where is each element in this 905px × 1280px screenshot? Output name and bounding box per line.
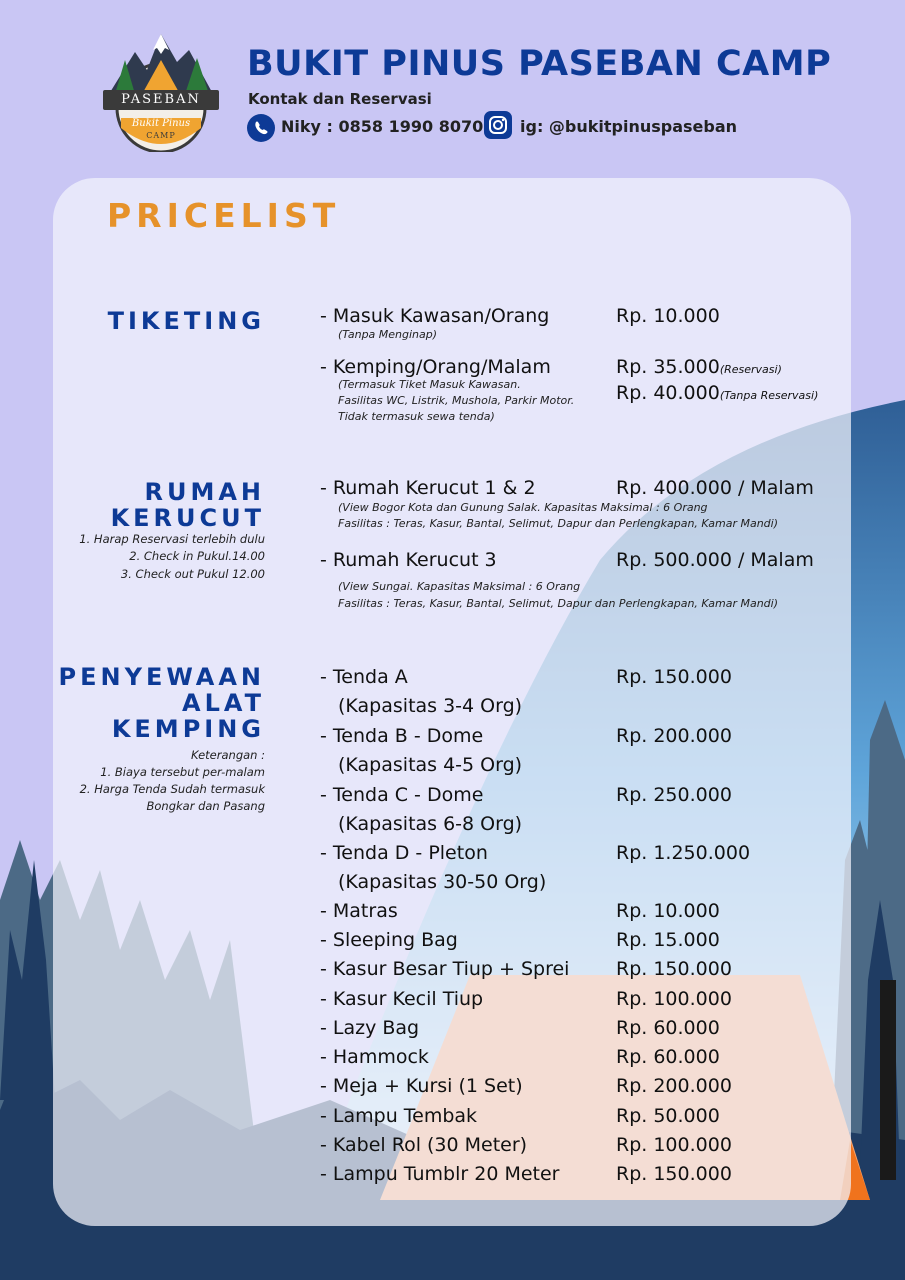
- sewa-note: Keterangan :: [190, 748, 265, 762]
- rental-item-price: Rp. 150.000: [616, 1163, 732, 1185]
- instagram-contact[interactable]: ig: @bukitpinuspaseban: [520, 117, 738, 136]
- rental-item-name: - Tenda A: [320, 666, 408, 688]
- rental-item-capacity: (Kapasitas 30-50 Org): [338, 871, 547, 893]
- rental-item-price: Rp. 50.000: [616, 1105, 720, 1127]
- rental-item-price: Rp. 60.000: [616, 1017, 720, 1039]
- whatsapp-icon: [247, 114, 275, 142]
- price-tag: (Tanpa Reservasi): [719, 389, 819, 402]
- rental-item-price: Rp. 1.250.000: [616, 842, 751, 864]
- sewa-note: 1. Biaya tersebut per-malam: [100, 765, 265, 779]
- rental-item-price: Rp. 100.000: [616, 988, 732, 1010]
- rental-item-name: - Tenda D - Pleton: [320, 842, 488, 864]
- rental-item-name: - Tenda B - Dome: [320, 725, 484, 747]
- rental-item-name: - Sleeping Bag: [320, 929, 458, 951]
- phone-contact[interactable]: Niky : 0858 1990 8070: [281, 117, 484, 136]
- pricelist-heading: PRICELIST: [107, 196, 341, 235]
- logo-banner: PASEBAN: [103, 90, 219, 110]
- price-tag: (Reservasi): [719, 363, 782, 376]
- rumah-item-name: - Rumah Kerucut 3: [320, 549, 497, 571]
- rumah-note: 3. Check out Pukul 12.00: [120, 567, 265, 581]
- rental-item-capacity: (Kapasitas 3-4 Org): [338, 695, 523, 717]
- rumah-item-name: - Rumah Kerucut 1 & 2: [320, 477, 536, 499]
- rental-item-name: - Hammock: [320, 1046, 429, 1068]
- rumah-item-desc: (View Sungai. Kapasitas Maksimal : 6 Orang: [338, 580, 581, 593]
- rental-item-price: Rp. 15.000: [616, 929, 720, 951]
- rental-item-name: - Lampu Tembak: [320, 1105, 478, 1127]
- sewa-note: 2. Harga Tenda Sudah termasuk: [79, 782, 265, 796]
- ticket-item-desc: (Termasuk Tiket Masuk Kawasan.: [338, 378, 521, 391]
- rumah-note: 2. Check in Pukul.14.00: [129, 549, 265, 563]
- rental-item-name: - Meja + Kursi (1 Set): [320, 1075, 523, 1097]
- sewa-note: Bongkar dan Pasang: [146, 799, 265, 813]
- page-title: BUKIT PINUS PASEBAN CAMP: [247, 44, 832, 84]
- logo: [101, 30, 221, 152]
- rental-item-price: Rp. 10.000: [616, 900, 720, 922]
- rental-item-name: - Lazy Bag: [320, 1017, 420, 1039]
- rumah-note: 1. Harap Reservasi terlebih dulu: [79, 532, 265, 546]
- sewa-title: KEMPING: [111, 715, 265, 743]
- ticket-item-name: - Masuk Kawasan/Orang: [320, 305, 550, 327]
- logo-camp-text: CAMP: [146, 131, 176, 140]
- sewa-title: ALAT: [182, 689, 265, 717]
- tiketing-title: TIKETING: [107, 307, 265, 335]
- ticket-item-desc: Fasilitas WC, Listrik, Mushola, Parkir Motor.: [338, 394, 575, 407]
- rental-item-price: Rp. 200.000: [616, 1075, 732, 1097]
- sewa-title: PENYEWAAN: [58, 663, 265, 691]
- rumah-item-desc: Fasilitas : Teras, Kasur, Bantal, Selimut, Dapur dan Perlengkapan, Kamar Mandi): [338, 597, 778, 610]
- rental-item-name: - Kasur Kecil Tiup: [320, 988, 484, 1010]
- rumah-title: RUMAH: [144, 478, 265, 506]
- rental-item-name: - Kasur Besar Tiup + Sprei: [320, 958, 570, 980]
- rental-item-price: Rp. 100.000: [616, 1134, 732, 1156]
- rental-item-name: - Matras: [320, 900, 398, 922]
- rental-item-name: - Tenda C - Dome: [320, 784, 484, 806]
- ticket-item-desc: Tidak termasuk sewa tenda): [338, 410, 495, 423]
- rumah-item-price: Rp. 500.000 / Malam: [616, 549, 814, 571]
- ticket-item-price: [616, 356, 782, 378]
- contact-subtitle: Kontak dan Reservasi: [248, 90, 432, 108]
- price-value: Rp. 40.000: [616, 382, 720, 404]
- rental-item-price: Rp. 200.000: [616, 725, 732, 747]
- rental-item-name: - Lampu Tumblr 20 Meter: [320, 1163, 560, 1185]
- rental-item-price: Rp. 250.000: [616, 784, 732, 806]
- ticket-item-price-alt: [616, 382, 818, 404]
- rental-item-name: - Kabel Rol (30 Meter): [320, 1134, 528, 1156]
- rental-item-capacity: (Kapasitas 6-8 Org): [338, 813, 523, 835]
- instagram-icon: [484, 111, 512, 139]
- rental-item-price: Rp. 150.000: [616, 666, 732, 688]
- rental-item-price: Rp. 60.000: [616, 1046, 720, 1068]
- rumah-item-price: Rp. 400.000 / Malam: [616, 477, 814, 499]
- rumah-title: KERUCUT: [110, 504, 265, 532]
- rumah-item-desc: Fasilitas : Teras, Kasur, Bantal, Selimut, Dapur dan Perlengkapan, Kamar Mandi): [338, 517, 778, 530]
- logo-script-text: Bukit Pinus: [131, 118, 191, 129]
- rental-item-price: Rp. 150.000: [616, 958, 732, 980]
- ticket-item-price: Rp. 10.000: [616, 305, 720, 327]
- ticket-item-name: - Kemping/Orang/Malam: [320, 356, 551, 378]
- rumah-item-desc: (View Bogor Kota dan Gunung Salak. Kapasitas Maksimal : 6 Orang: [338, 501, 708, 514]
- price-value: Rp. 35.000: [616, 356, 720, 378]
- rental-item-capacity: (Kapasitas 4-5 Org): [338, 754, 523, 776]
- ticket-item-desc: (Tanpa Menginap): [338, 328, 438, 341]
